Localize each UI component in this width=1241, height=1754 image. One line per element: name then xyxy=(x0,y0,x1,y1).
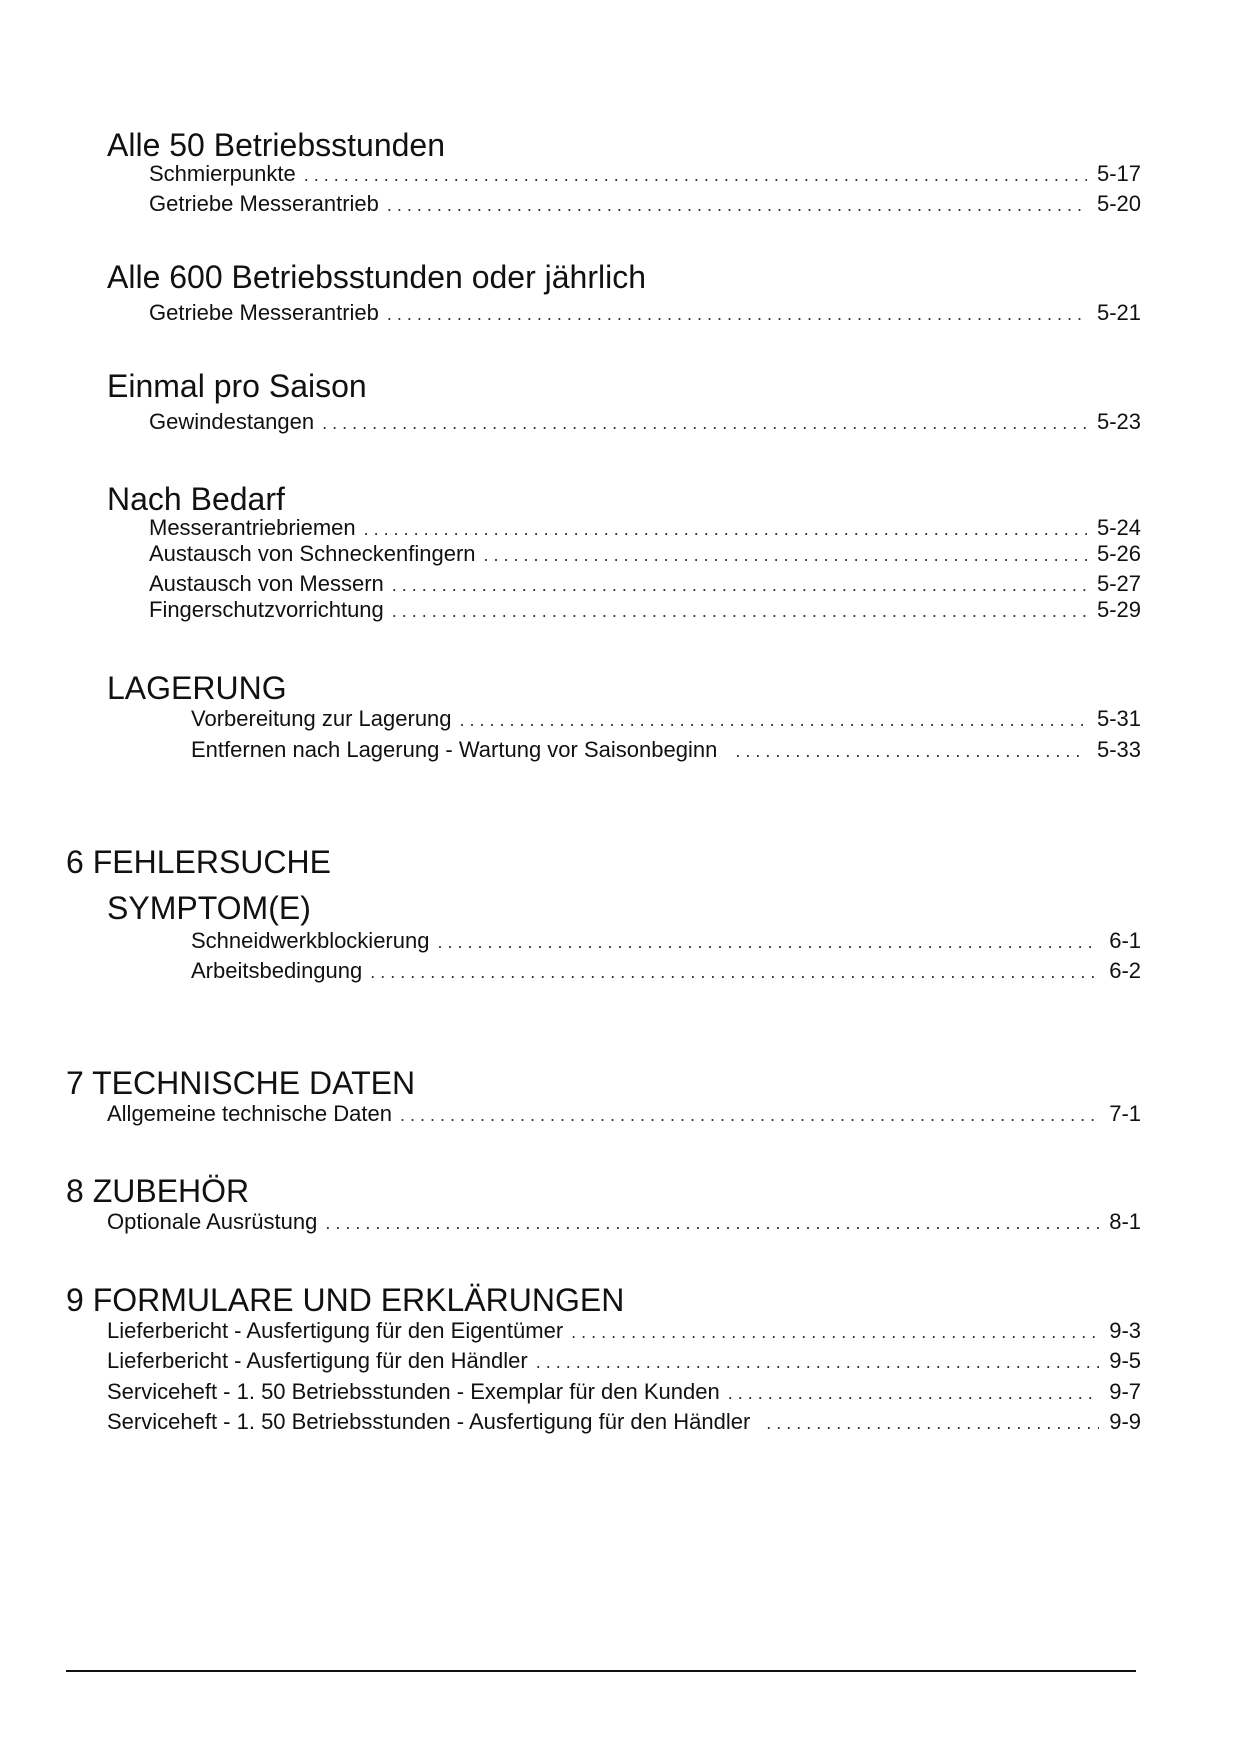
chapter-heading: 7 TECHNISCHE DATEN xyxy=(66,1065,416,1101)
toc-entry-page: 5-17 xyxy=(1096,161,1141,186)
toc-entry[interactable] xyxy=(149,515,1141,542)
toc-entry-title: Fingerschutzvorrichtung xyxy=(149,597,384,622)
toc-entry-title: Gewindestangen xyxy=(149,409,315,434)
toc-entry-page: 5-26 xyxy=(1096,541,1141,566)
dot-leader xyxy=(325,1210,1099,1236)
toc-entry-title: Vorbereitung zur Lagerung xyxy=(191,706,452,731)
dot-leader xyxy=(400,1102,1099,1128)
toc-entry-page: 5-23 xyxy=(1096,409,1141,434)
toc-entry-title: Schneidwerkblockierung xyxy=(191,928,430,953)
toc-entry-page: 5-20 xyxy=(1096,191,1141,216)
toc-entry-page: 8-1 xyxy=(1109,1209,1141,1234)
toc-entry-title: Serviceheft - 1. 50 Betriebsstunden - Ausfertigung für den Händler xyxy=(107,1409,751,1434)
toc-entry-title: Messerantriebriemen xyxy=(149,515,356,540)
dot-leader xyxy=(387,301,1087,327)
dot-leader xyxy=(460,707,1087,733)
toc-entry[interactable] xyxy=(191,958,1141,985)
toc-entry[interactable] xyxy=(107,1101,1141,1128)
toc-entry[interactable] xyxy=(149,409,1141,436)
toc-entry-page: 5-29 xyxy=(1096,597,1141,622)
dot-leader xyxy=(735,738,1087,764)
toc-entry-title: Getriebe Messerantrieb xyxy=(149,191,379,216)
chapter-heading: 9 FORMULARE UND ERKLÄRUNGEN xyxy=(66,1282,625,1318)
section-heading: Alle 50 Betriebsstunden xyxy=(107,127,445,163)
toc-entry-page: 5-31 xyxy=(1096,706,1141,731)
dot-leader xyxy=(437,929,1099,955)
toc-entry-page: 7-1 xyxy=(1109,1101,1141,1126)
toc-entry-page: 5-27 xyxy=(1096,571,1141,596)
toc-entry[interactable] xyxy=(107,1379,1141,1406)
toc-entry-page: 6-1 xyxy=(1109,928,1141,953)
dot-leader xyxy=(387,192,1087,218)
toc-entry[interactable] xyxy=(107,1318,1141,1345)
dot-leader xyxy=(536,1349,1100,1375)
toc-entry[interactable] xyxy=(149,571,1141,598)
section-heading: Nach Bedarf xyxy=(107,481,285,517)
toc-entry-title: Lieferbericht - Ausfertigung für den Händler xyxy=(107,1348,528,1373)
dot-leader xyxy=(364,516,1087,542)
chapter-heading: 6 FEHLERSUCHE xyxy=(66,844,331,880)
dot-leader xyxy=(392,572,1087,598)
dot-leader xyxy=(728,1380,1100,1406)
toc-entry[interactable] xyxy=(191,737,1141,764)
toc-entry-page: 5-21 xyxy=(1096,300,1141,325)
toc-entry-page: 6-2 xyxy=(1109,958,1141,983)
dot-leader xyxy=(484,542,1087,568)
toc-entry-title: Lieferbericht - Ausfertigung für den Eigentümer xyxy=(107,1318,564,1343)
toc-entry-title: Entfernen nach Lagerung - Wartung vor Saisonbeginn xyxy=(191,737,718,762)
section-heading: Einmal pro Saison xyxy=(107,368,367,404)
toc-entry[interactable] xyxy=(149,597,1141,624)
toc-entry-page: 9-7 xyxy=(1109,1379,1141,1404)
dot-leader xyxy=(766,1410,1099,1436)
toc-entry[interactable] xyxy=(149,161,1141,188)
section-heading: LAGERUNG xyxy=(107,670,287,706)
toc-entry-page: 9-3 xyxy=(1109,1318,1141,1343)
toc-entry-title: Austausch von Messern xyxy=(149,571,384,596)
toc-entry-title: Serviceheft - 1. 50 Betriebsstunden - Exemplar für den Kunden xyxy=(107,1379,720,1404)
toc-entry-title: Schmierpunkte xyxy=(149,161,296,186)
section-heading: SYMPTOM(E) xyxy=(107,890,311,926)
dot-leader xyxy=(370,959,1099,985)
toc-entry[interactable] xyxy=(107,1409,1141,1436)
dot-leader xyxy=(392,598,1087,624)
toc-entry-page: 9-5 xyxy=(1109,1348,1141,1373)
footer-rule xyxy=(66,1670,1136,1672)
dot-leader xyxy=(322,410,1087,436)
toc-entry-page: 5-33 xyxy=(1096,737,1141,762)
toc-entry[interactable] xyxy=(191,928,1141,955)
dot-leader xyxy=(304,162,1087,188)
toc-entry-title: Optionale Ausrüstung xyxy=(107,1209,318,1234)
chapter-heading: 8 ZUBEHÖR xyxy=(66,1173,250,1209)
toc-entry[interactable] xyxy=(107,1348,1141,1375)
section-heading: Alle 600 Betriebsstunden oder jährlich xyxy=(107,259,646,295)
toc-entry-title: Getriebe Messerantrieb xyxy=(149,300,379,325)
toc-entry[interactable] xyxy=(191,706,1141,733)
toc-entry-page: 9-9 xyxy=(1109,1409,1141,1434)
dot-leader xyxy=(571,1319,1099,1345)
toc-entry-title: Austausch von Schneckenfingern xyxy=(149,541,476,566)
toc-entry[interactable] xyxy=(149,300,1141,327)
toc-entry[interactable] xyxy=(107,1209,1141,1236)
toc-entry-title: Arbeitsbedingung xyxy=(191,958,363,983)
toc-entry-page: 5-24 xyxy=(1096,515,1141,540)
toc-entry-title: Allgemeine technische Daten xyxy=(107,1101,392,1126)
toc-entry[interactable] xyxy=(149,541,1141,568)
toc-entry[interactable] xyxy=(149,191,1141,218)
